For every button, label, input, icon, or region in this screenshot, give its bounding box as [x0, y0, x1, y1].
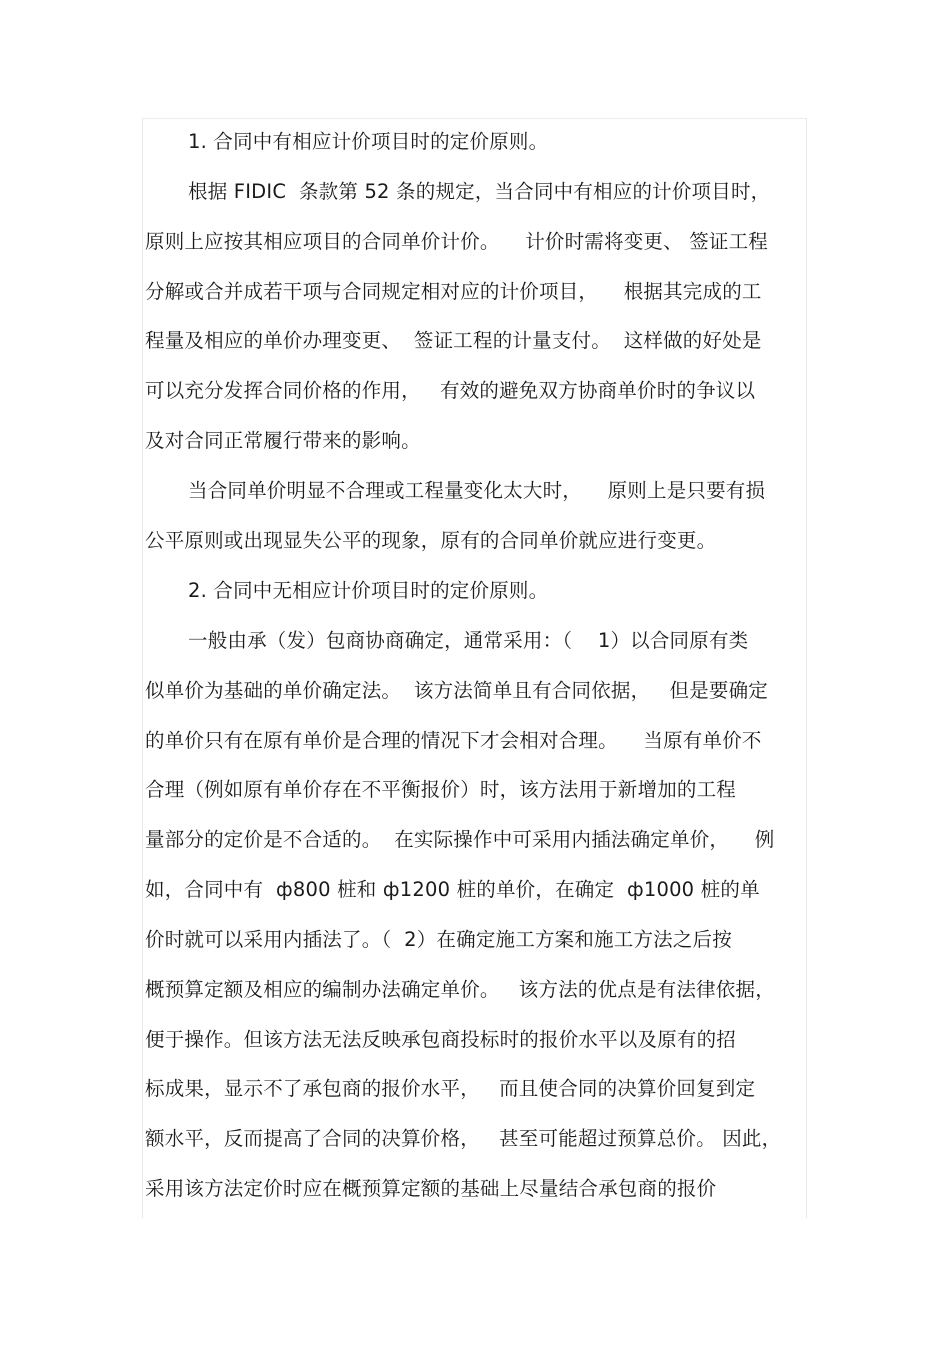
paragraph-line: 如，合同中有 ф800 桩和 ф1200 桩的单价，在确定 ф1000 桩的单 — [145, 878, 760, 901]
paragraph-line: 当合同单价明显不合理或工程量变化太大时， 原则上是只要有损 — [188, 479, 766, 502]
heading-2: 2. 合同中无相应计价项目时的定价原则。 — [188, 579, 549, 602]
paragraph-line: 额水平，反而提高了合同的决算价格， 甚至可能超过预算总价。 因此， — [145, 1127, 782, 1150]
paragraph-line: 概预算定额及相应的编制办法确定单价。 该方法的优点是有法律依据， — [145, 978, 775, 1001]
paragraph-line: 原则上应按其相应项目的合同单价计价。 计价时需将变更、 签证工程 — [145, 230, 768, 253]
heading-1: 1. 合同中有相应计价项目时的定价原则。 — [188, 130, 549, 153]
paragraph-line: 采用该方法定价时应在概预算定额的基础上尽量结合承包商的报价 — [145, 1177, 717, 1200]
paragraph-line: 便于操作。但该方法无法反映承包商投标时的报价水平以及原有的招 — [145, 1028, 737, 1051]
paragraph-line: 似单价为基础的单价确定法。 该方法简单且有合同依据， 但是要确定 — [145, 679, 768, 702]
paragraph-line: 标成果，显示不了承包商的报价水平， 而且使合同的决算价回复到定 — [145, 1077, 756, 1100]
paragraph-line: 公平原则或出现显失公平的现象，原有的合同单价就应进行变更。 — [145, 529, 717, 552]
paragraph-line: 合理（例如原有单价存在不平衡报价）时，该方法用于新增加的工程 — [145, 778, 737, 801]
paragraph-line: 程量及相应的单价办理变更、 签证工程的计量支付。 这样做的好处是 — [145, 329, 762, 352]
paragraph-line: 及对合同正常履行带来的影响。 — [145, 429, 421, 452]
paragraph-line: 分解或合并成若干项与合同规定相对应的计价项目， 根据其完成的工 — [145, 280, 762, 303]
paragraph-line: 量部分的定价是不合适的。 在实际操作中可采用内插法确定单价， 例 — [145, 828, 775, 851]
paragraph-line: 根据 FIDIC 条款第 52 条的规定，当合同中有相应的计价项目时， — [188, 180, 771, 203]
paragraph-line: 可以充分发挥合同价格的作用， 有效的避免双方协商单价时的争议以 — [145, 379, 756, 402]
paragraph-line: 一般由承（发）包商协商确定，通常采用：（ 1）以合同原有类 — [188, 629, 749, 652]
paragraph-line: 价时就可以采用内插法了。（ 2）在确定施工方案和施工方法之后按 — [145, 928, 732, 951]
paragraph-line: 的单价只有在原有单价是合理的情况下才会相对合理。 当原有单价不 — [145, 729, 762, 752]
